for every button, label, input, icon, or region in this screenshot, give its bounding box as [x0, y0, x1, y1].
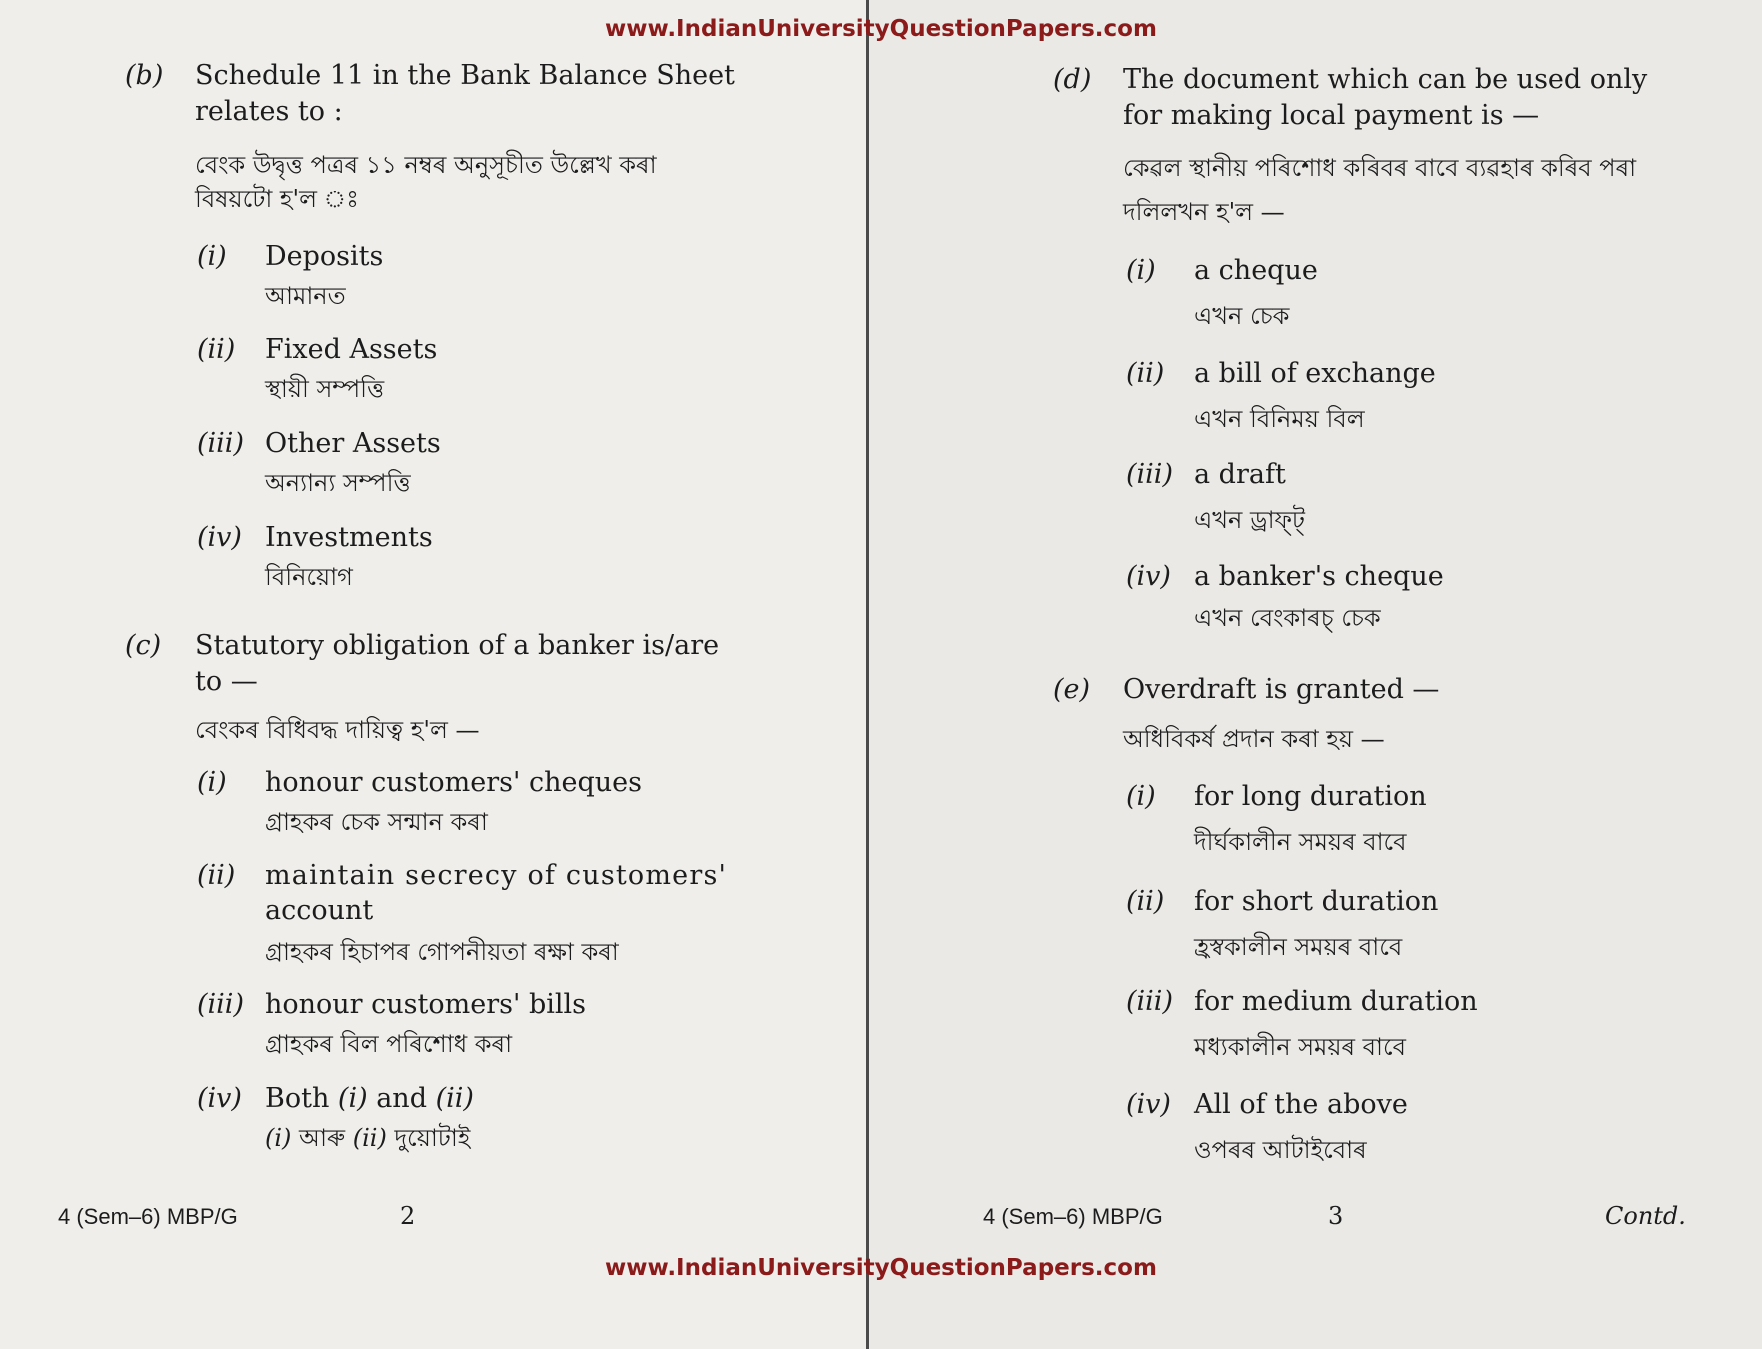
- contd-label: Contd.: [1605, 1202, 1686, 1230]
- page-number-left: 2: [400, 1202, 416, 1230]
- question-d: [1053, 62, 1733, 142]
- question-stem-as: কেৱল স্থানীয় পৰিশোধ কৰিবৰ বাবে ব্যৱহাৰ কৰিব পৰা দলিলখন হ'ল —: [1123, 154, 1637, 226]
- watermark-top: www.IndianUniversityQuestionPapers.com: [605, 16, 1157, 42]
- page-number-right: 3: [1328, 1202, 1344, 1230]
- question-stem-as: বেংক উদ্বৃত্ত পত্ৰৰ ১১ নম্বৰ অনুসূচীত উল্লেখ কৰা বিষয়টো হ'ল ঃ: [195, 151, 657, 213]
- question-e: [1053, 672, 1733, 712]
- question-stem-en: The document which can be used only for making local payment is —: [1123, 64, 1648, 131]
- question-b-stem-as: [195, 148, 835, 228]
- question-stem-as: অধিবিকৰ্ষ প্ৰদান কৰা হয় —: [1123, 725, 1385, 753]
- question-letter: (b): [125, 60, 164, 91]
- question-c-stem-as: [195, 713, 835, 753]
- question-c: [125, 628, 825, 708]
- footer-code-left: 4 (Sem–6) MBP/G: [58, 1204, 238, 1229]
- question-letter: (c): [125, 630, 162, 661]
- question-stem-en: Overdraft is granted —: [1123, 674, 1440, 705]
- question-stem-as: বেংকৰ বিধিবদ্ধ দায়িত্ব হ'ল —: [195, 716, 480, 744]
- question-e-stem-as: [1123, 722, 1743, 762]
- question-d-stem-as: [1123, 146, 1743, 226]
- question-stem-en: Schedule 11 in the Bank Balance Sheet relates to :: [195, 60, 735, 127]
- book-spine: [866, 0, 869, 1349]
- footer-code-right: 4 (Sem–6) MBP/G: [983, 1204, 1163, 1229]
- watermark-bottom: www.IndianUniversityQuestionPapers.com: [605, 1255, 1157, 1281]
- question-stem-en: Statutory obligation of a banker is/are to —: [195, 630, 720, 697]
- question-letter: (e): [1053, 674, 1091, 705]
- question-letter: (d): [1053, 64, 1092, 95]
- question-b: [125, 58, 825, 148]
